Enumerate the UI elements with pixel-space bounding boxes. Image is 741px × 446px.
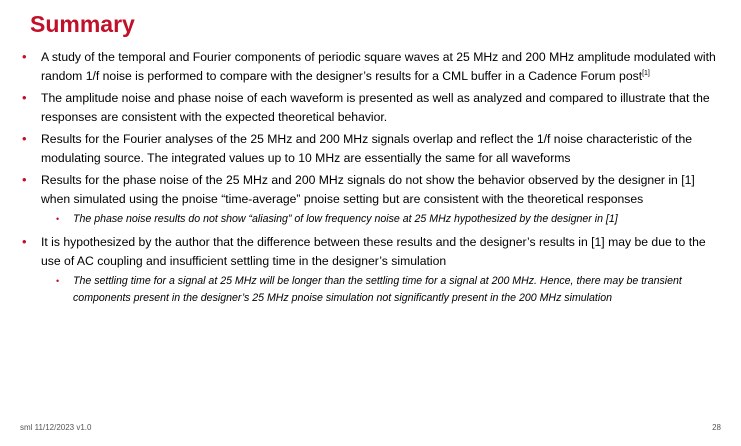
bullet-item	[0, 89, 741, 126]
bullet-item	[0, 171, 741, 208]
bullet-list	[0, 48, 741, 312]
bullet-item	[0, 233, 741, 270]
bullet-item	[0, 48, 741, 85]
sub-bullet-text: The phase noise results do not show “aliasing” of low frequency noise at 25 MHz hypothesized by the designer in [1]	[73, 213, 618, 225]
bullet-dot-icon: •	[22, 90, 27, 105]
sub-bullet-dot-icon: •	[56, 276, 60, 286]
page-number: 28	[712, 423, 721, 432]
bullet-dot-icon: •	[22, 131, 27, 146]
bullet-item	[0, 130, 741, 167]
bullet-text: Results for the Fourier analyses of the 25 MHz and 200 MHz signals overlap and reflect the 1/f noise characteristic of the modulating source. The integrated values up to 10 MHz are essentially the same for all waveforms	[41, 132, 693, 165]
slide-title: Summary	[30, 11, 135, 37]
sub-bullet-item	[0, 273, 741, 307]
sub-bullet-item	[0, 211, 741, 228]
footer-version: sml 11/12/2023 v1.0	[20, 423, 92, 432]
bullet-text: Results for the phase noise of the 25 MHz and 200 MHz signals do not show the behavior observed by the designer in [1] when simulated using the pnoise “time-average” pnoise setting but are consistent with the theoretical responses	[41, 173, 695, 206]
sub-bullet-dot-icon: •	[56, 214, 60, 224]
bullet-text: A study of the temporal and Fourier components of periodic square waves at 25 MHz and 200 MHz amplitude modulated with random 1/f noise is performed to compare with the designer’s results for a CML buffer in a Cadence Forum post	[41, 50, 716, 83]
bullet-dot-icon: •	[22, 234, 27, 249]
sub-bullet-text: The settling time for a signal at 25 MHz will be longer than the settling time for a signal at 200 MHz. Hence, there may be transient components present in the designer’s 25 MHz pnoise simulation not significantly present in the 200 MHz simulation	[73, 275, 682, 304]
bullet-dot-icon: •	[22, 172, 27, 187]
bullet-text: It is hypothesized by the author that the difference between these results and the designer’s results in [1] may be due to the use of AC coupling and insufficient settling time in the designer’s simulation	[41, 235, 706, 268]
bullet-text: The amplitude noise and phase noise of each waveform is presented as well as analyzed and compared to illustrate that the responses are consistent with the expected theoretical behavior.	[41, 91, 710, 124]
bullet-dot-icon: •	[22, 49, 27, 64]
reference-superscript: [1]	[642, 69, 650, 77]
